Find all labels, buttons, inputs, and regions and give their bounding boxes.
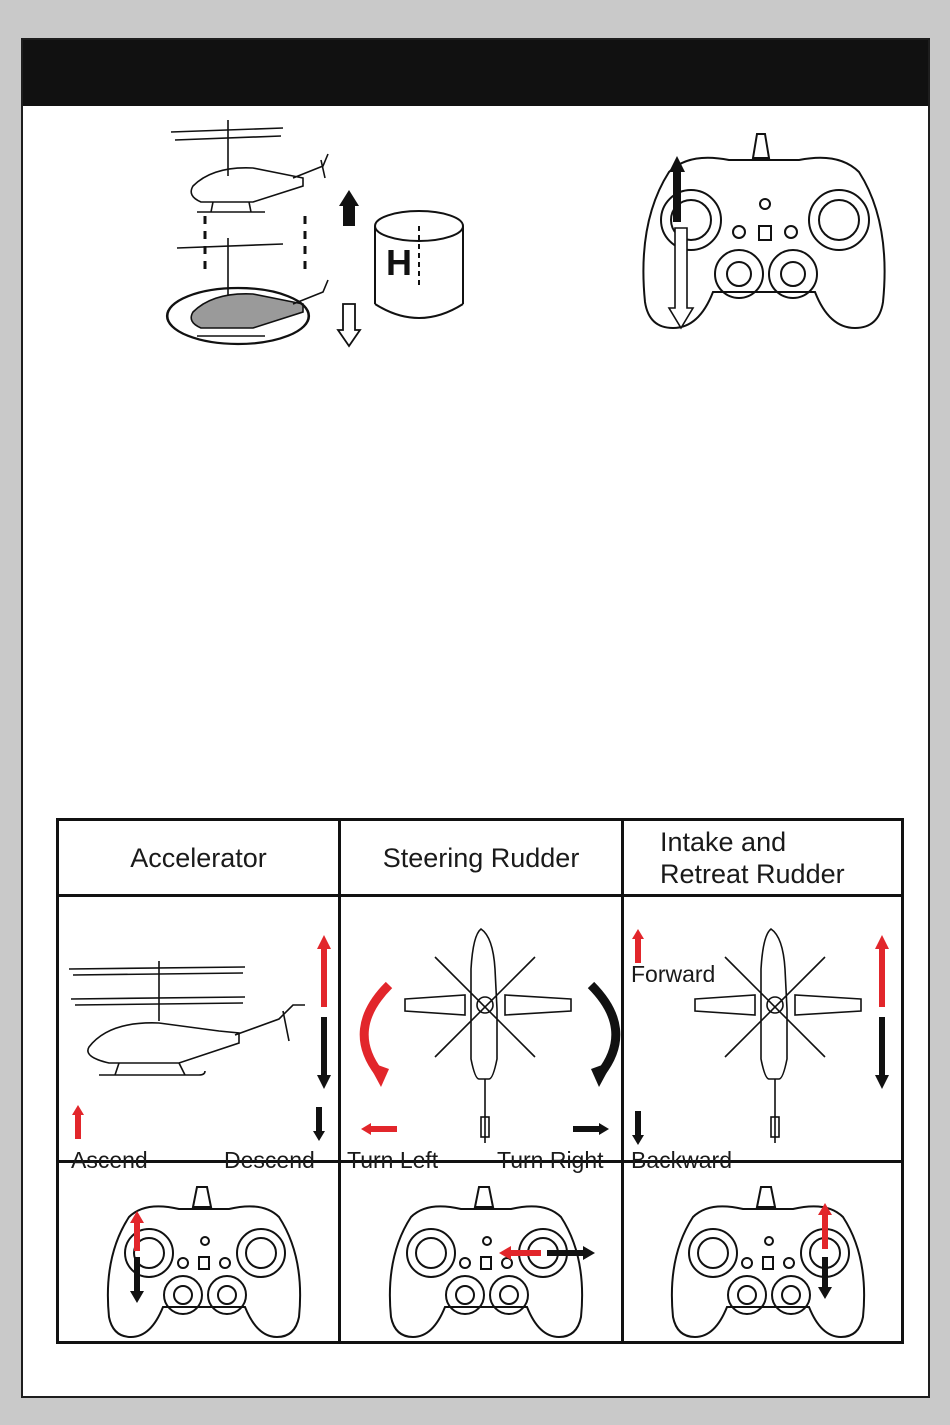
col-divider: [338, 821, 341, 1341]
controller-accelerator-icon: [99, 1187, 309, 1337]
altitude-diagram: [153, 116, 453, 346]
backward-small-arrow-icon: [632, 1111, 644, 1145]
turn-right-arrow-icon: [573, 1123, 609, 1135]
descend-arrow-icon: [317, 1017, 331, 1089]
helicopter-top-view-icon: [695, 929, 861, 1155]
row-divider: [59, 1160, 901, 1163]
helicopter-upper-icon: [171, 120, 328, 212]
turn-left-arrow-icon: [361, 1123, 397, 1135]
control-table: [56, 818, 904, 1344]
turn-left-curve-icon: [349, 981, 409, 1091]
row-divider: [59, 894, 901, 897]
header-intake-line1: Intake and: [660, 827, 787, 857]
ascend-arrow-icon: [317, 935, 331, 1007]
helicopter-side-icon: [69, 961, 309, 1091]
arrow-down-icon: [338, 304, 360, 346]
throttle-arrows-icon: [669, 156, 693, 328]
label-backward: Backward: [631, 1147, 732, 1173]
header-bar: [23, 40, 928, 106]
header-steering-rudder: Steering Rudder: [382, 842, 580, 873]
header-intake-retreat: [624, 825, 901, 891]
header-intake-line2: Retreat Rudder: [660, 859, 845, 889]
forward-arrow-icon: [875, 935, 889, 1007]
header-accelerator: Accelerator: [130, 842, 267, 873]
arrow-up-icon: [339, 190, 359, 226]
manual-page: [21, 38, 930, 1398]
label-forward: Forward: [631, 961, 716, 987]
controller-throttle-figure: [629, 132, 899, 332]
helicopter-top-view-icon: [405, 929, 571, 1155]
turn-right-curve-icon: [571, 981, 631, 1091]
cylinder-label: H: [386, 242, 412, 283]
label-turn-left: Turn Left: [347, 1147, 439, 1173]
label-descend: Descend: [224, 1147, 315, 1173]
backward-arrow-icon: [875, 1017, 889, 1089]
controller-steering-icon: [381, 1187, 631, 1337]
forward-small-arrow-icon: [632, 929, 644, 963]
ascend-small-arrow-icon: [72, 1105, 84, 1139]
label-ascend: Ascend: [71, 1147, 148, 1173]
label-turn-right: Turn Right: [497, 1147, 604, 1173]
controller-intake-icon: [663, 1187, 873, 1337]
descend-small-arrow-icon: [313, 1107, 325, 1141]
